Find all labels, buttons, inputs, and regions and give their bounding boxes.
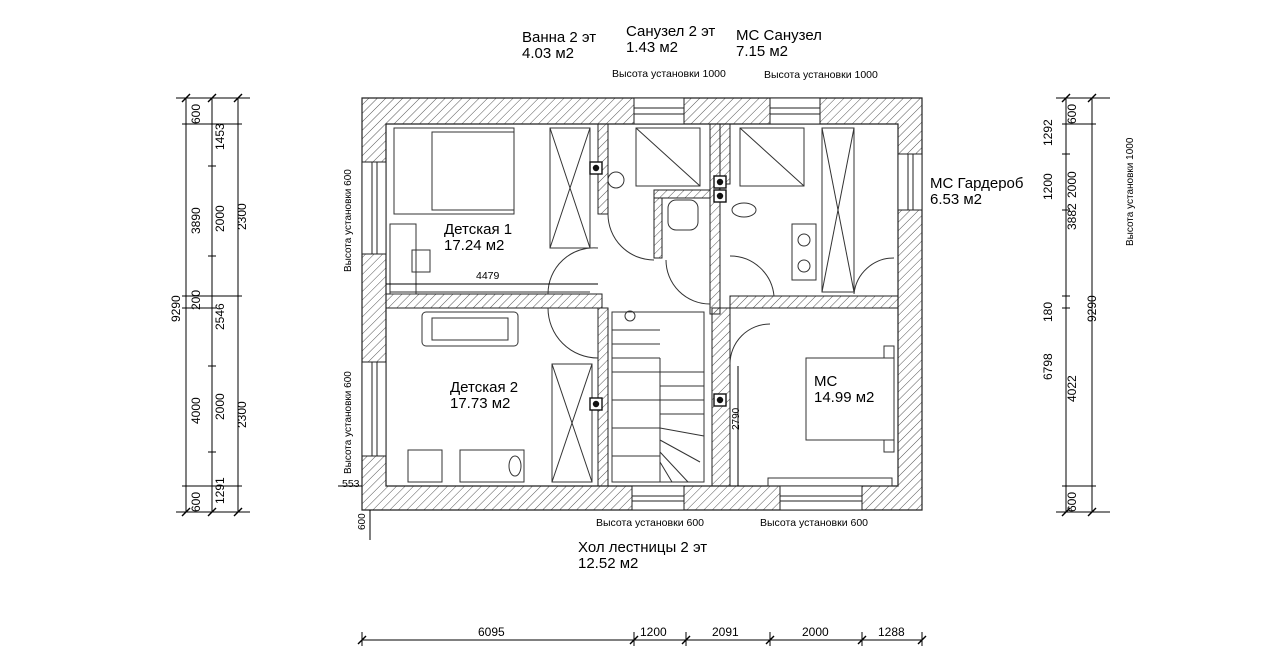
dim-inner: 2790 (731, 407, 742, 430)
dim-left-total: 9290 (169, 295, 183, 322)
room-label-ms (814, 374, 874, 406)
dim-bottom: 2000 (802, 625, 829, 639)
room-name: МС Гардероб (930, 175, 1024, 192)
dim-bottom: 6095 (478, 625, 505, 639)
dim-left: 2000 (213, 205, 227, 232)
room-area: 7.15 м2 (736, 42, 789, 60)
dim-right: 180 (1041, 301, 1055, 322)
dim-right-total: 9290 (1085, 295, 1099, 322)
dim-left: 2300 (235, 401, 249, 428)
room-area: 6.53 м2 (930, 190, 983, 208)
room-area: 12.52 м2 (578, 554, 639, 572)
room-label-kids2 (450, 380, 518, 412)
dim-left: 1453 (213, 123, 227, 150)
install-height-note: Высота установки 600 (343, 371, 354, 474)
install-height-note: Высота установки 600 (343, 169, 354, 272)
room-area: 1.43 м2 (626, 38, 679, 56)
dim-left: 600 (189, 491, 203, 512)
dim-inner: 600 (357, 513, 368, 530)
dim-left: 4000 (189, 397, 203, 424)
dim-left: 2300 (235, 203, 249, 230)
room-label-bath2 (522, 30, 596, 62)
room-area: 17.24 м2 (444, 236, 505, 254)
install-height-note: Высота установки 1000 (612, 68, 726, 80)
dim-right: 2000 (1065, 171, 1079, 198)
dim-bottom: 1200 (640, 625, 667, 639)
dim-right: 3882 (1065, 203, 1079, 230)
room-area: 17.73 м2 (450, 394, 511, 412)
dim-left: 1291 (213, 477, 227, 504)
room-name: Хол лестницы 2 эт (578, 539, 708, 556)
dim-bottom: 2091 (712, 625, 739, 639)
install-height-note: Высота установки 600 (596, 517, 704, 529)
room-label-ms-wardrobe (930, 176, 1024, 208)
dim-left: 2546 (213, 303, 227, 330)
room-label-hall (578, 540, 707, 572)
room-label-kids1 (444, 222, 512, 254)
dim-left: 3890 (189, 207, 203, 234)
dim-right: 4022 (1065, 375, 1079, 402)
room-label-ms-wc (736, 28, 822, 60)
room-name: Детская 2 (450, 379, 519, 396)
room-area: 14.99 м2 (814, 388, 875, 406)
dim-inner: 553 (342, 478, 360, 490)
install-height-note: Высота установки 1000 (1125, 137, 1136, 246)
dim-right: 600 (1065, 103, 1079, 124)
walls (362, 98, 922, 510)
room-name: Ванна 2 эт (522, 29, 597, 46)
room-name: Детская 1 (444, 221, 513, 238)
install-height-note: Высота установки 1000 (764, 69, 878, 81)
dim-right: 600 (1065, 491, 1079, 512)
dim-inner: 4479 (476, 270, 500, 282)
room-area: 4.03 м2 (522, 44, 575, 62)
install-height-note: Высота установки 600 (760, 517, 868, 529)
dim-left: 200 (189, 289, 203, 310)
dim-right: 1200 (1041, 173, 1055, 200)
dim-left: 600 (189, 103, 203, 124)
room-label-wc2 (626, 24, 715, 56)
room-name: МС (814, 373, 838, 390)
room-name: Санузел 2 эт (626, 23, 716, 40)
dim-left: 2000 (213, 393, 227, 420)
dim-right: 6798 (1041, 353, 1055, 380)
dim-right: 1292 (1041, 119, 1055, 146)
room-name: МС Санузел (736, 27, 822, 44)
dim-bottom: 1288 (878, 625, 905, 639)
